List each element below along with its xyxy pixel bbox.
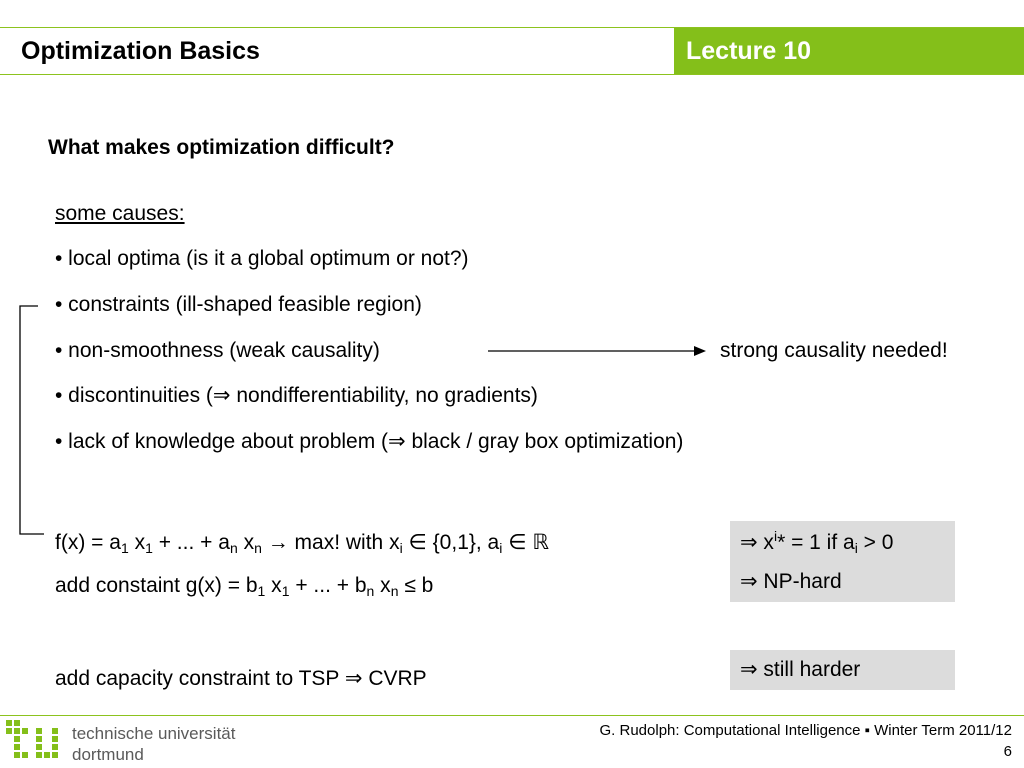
result-line — [740, 529, 893, 557]
expr-sub: i — [499, 540, 503, 556]
expr-part: ∈ ℝ — [502, 531, 549, 554]
expr-sub: 1 — [257, 583, 266, 599]
page-number: 6 — [1003, 743, 1012, 760]
cause-item: • non-smoothness (weak causality) — [55, 339, 380, 362]
question-heading: What makes optimization difficult? — [48, 136, 395, 159]
slide-title: Optimization Basics — [21, 37, 260, 65]
header-bottom-rule — [0, 74, 1024, 75]
expr-sub: 1 — [281, 583, 290, 599]
expr-sub: n — [390, 583, 399, 599]
footer-rule — [0, 715, 1024, 716]
expr-part: f(x) = a — [55, 531, 121, 554]
expr-part: x — [128, 531, 146, 554]
result-line: ⇒ still harder — [740, 658, 861, 681]
expr-part: ⇒ x — [740, 531, 774, 554]
expr-part: ≤ b — [398, 574, 434, 597]
cause-item: • discontinuities (⇒ nondifferentiability, no gradients) — [55, 384, 538, 407]
lecture-label: Lecture 10 — [686, 37, 812, 65]
expr-part: * = 1 if a — [777, 531, 855, 554]
knapsack-objective — [55, 529, 549, 557]
causality-note: strong causality needed! — [720, 339, 948, 362]
result-box-np-hard — [730, 521, 955, 602]
expr-part: + ... + a — [152, 531, 230, 554]
expr-sup: i — [773, 528, 778, 544]
causes-heading: some causes: — [55, 202, 185, 225]
result-line: ⇒ NP-hard — [740, 570, 842, 593]
expr-part: x — [265, 574, 282, 597]
expr-sub: n — [366, 583, 375, 599]
expr-sub: 1 — [145, 540, 153, 556]
expr-part: x — [237, 531, 255, 554]
tu-logo-icon — [4, 718, 66, 766]
logo-text-line2: dortmund — [72, 745, 144, 764]
causality-arrow-icon — [486, 343, 708, 359]
footer-credit: G. Rudolph: Computational Intelligence ▪ Winter Term 2011/12 — [599, 722, 1012, 739]
expr-part: x — [374, 574, 391, 597]
expr-sub: i — [854, 540, 858, 556]
expr-sub: 1 — [120, 540, 129, 556]
cause-item: • constraints (ill-shaped feasible region) — [55, 293, 422, 316]
expr-sub: i — [399, 540, 403, 556]
lecture-badge — [674, 28, 1024, 74]
cause-item: • local optima (is it a global optimum or not?) — [55, 247, 469, 270]
expr-part: → max! with x — [261, 531, 400, 554]
cause-item: • lack of knowledge about problem (⇒ black / gray box optimization) — [55, 430, 684, 453]
tsp-line: add capacity constraint to TSP ⇒ CVRP — [55, 667, 427, 690]
logo-text-line1: technische universität — [72, 724, 236, 743]
bracket-connector-icon — [14, 296, 48, 544]
result-box-harder — [730, 650, 955, 690]
expr-sub: n — [254, 540, 262, 556]
expr-part: + ... + b — [289, 574, 367, 597]
expr-sub: n — [229, 540, 238, 556]
expr-part: > 0 — [857, 531, 894, 554]
knapsack-constraint — [55, 572, 433, 600]
expr-part: ∈ {0,1}, a — [402, 531, 500, 554]
expr-part: add constaint g(x) = b — [55, 574, 258, 597]
